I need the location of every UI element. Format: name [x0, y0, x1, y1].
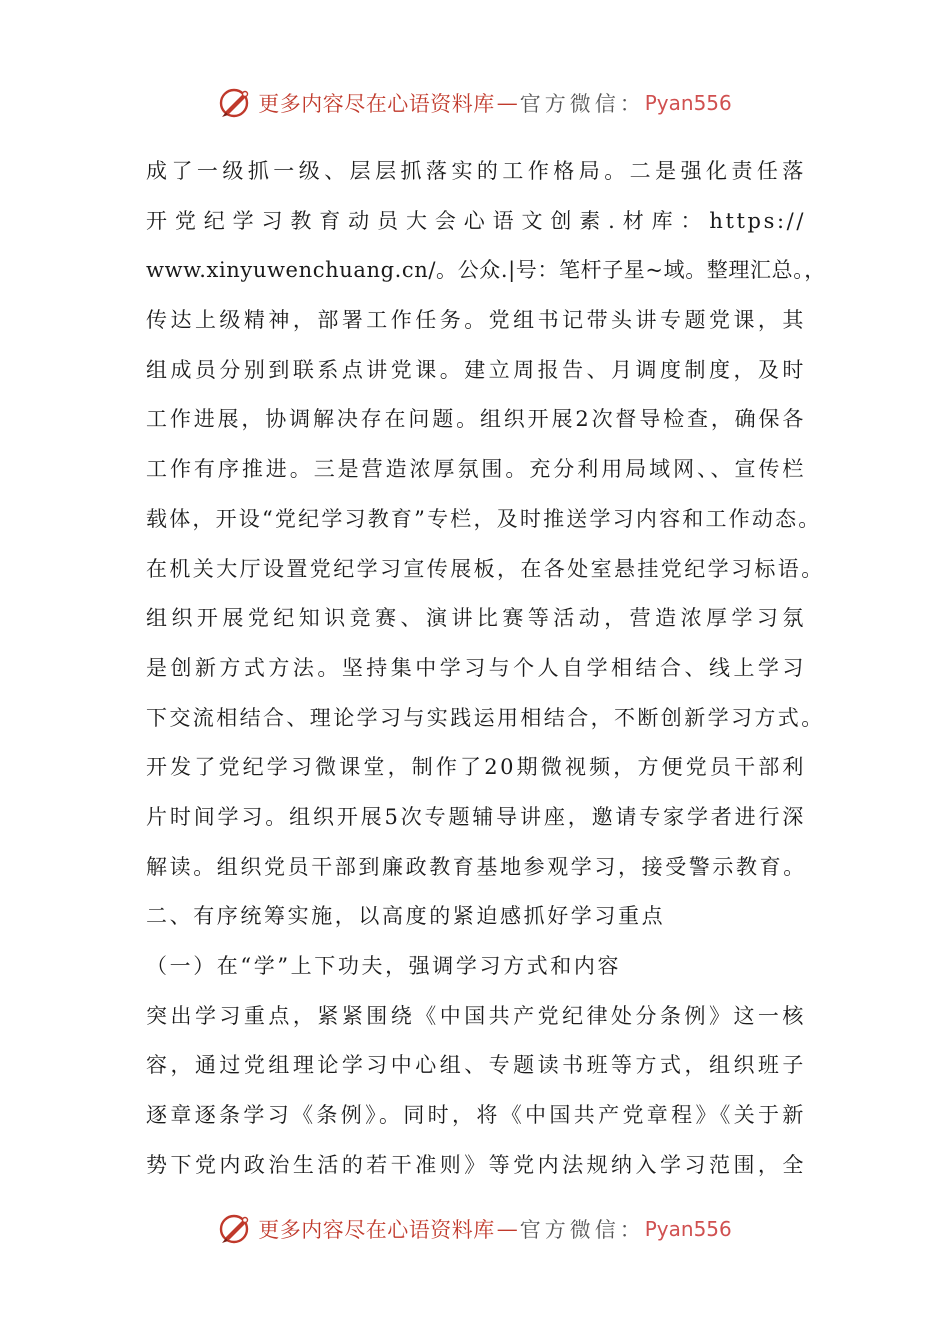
- text-line: 下交流相结合、理论学习与实践运用相结合，不断创新学习方式。: [146, 705, 825, 730]
- text-line: 片时间学习。组织开展5次专题辅导讲座，邀请专家学者进行深: [146, 804, 806, 829]
- text-line: 解读。组织党员干部到廉政教育基地参观学习，接受警示教育。: [146, 854, 807, 879]
- pen-logo-icon: [218, 86, 252, 120]
- banner-title: 更多内容尽在心语资料库: [258, 1218, 495, 1242]
- text-line: 工作进展，协调解决存在问题。组织开展2次督导检查，确保各: [146, 407, 806, 432]
- text-line: 组成员分别到联系点讲党课。建立周报告、月调度制度，及时: [146, 357, 806, 382]
- pen-logo-icon: [218, 1212, 252, 1246]
- text-line: 组织开展党纪知识竞赛、演讲比赛等活动，营造浓厚学习氛: [146, 606, 806, 631]
- banner-wechat-id: Pyan556: [644, 91, 732, 115]
- subsection-heading: （一）在“学”上下功夫，强调学习方式和内容: [146, 954, 622, 978]
- text-line: 开党纪学习教育动员大会心语文创素.材库：https://: [146, 208, 806, 233]
- text-line: 在机关大厅设置党纪学习宣传展板，在各处室悬挂党纪学习标语。: [146, 556, 825, 581]
- banner-wechat-label: 官方微信：: [519, 92, 645, 116]
- text-line: 容，通过党组理论学习中心组、专题读书班等方式，组织班子: [146, 1053, 806, 1078]
- banner-wechat-id: Pyan556: [644, 1217, 732, 1241]
- text-line: 工作有序推进。三是营造浓厚氛围。充分利用局域网、、宣传栏: [146, 457, 806, 482]
- document-body: [146, 147, 826, 1190]
- footer-banner: [0, 1207, 950, 1251]
- text-line: 是创新方式方法。坚持集中学习与个人自学相结合、线上学习: [146, 655, 806, 680]
- text-line: 开发了党纪学习微课堂，制作了20期微视频，方便党员干部利: [146, 755, 806, 780]
- banner-title: 更多内容尽在心语资料库: [258, 92, 495, 116]
- banner-wechat-label: 官方微信：: [519, 1218, 645, 1242]
- header-banner: [0, 81, 950, 125]
- text-line: 传达上级精神，部署工作任务。党组书记带头讲专题党课，其: [146, 308, 806, 333]
- text-line: 逐章逐条学习《条例》。同时，将《中国共产党章程》《关于新: [146, 1103, 806, 1128]
- text-line: 成了一级抓一级、层层抓落实的工作格局。二是强化责任落: [146, 159, 806, 183]
- banner-dash: —: [496, 91, 518, 115]
- section-heading: 二、有序统筹实施，以高度的紧迫感抓好学习重点: [146, 904, 666, 929]
- banner-dash: —: [496, 1217, 518, 1241]
- text-line: 载体，开设“党纪学习教育”专栏，及时推送学习内容和工作动态。: [146, 506, 822, 531]
- text-line: 突出学习重点，紧紧围绕《中国共产党纪律处分条例》这一核: [146, 1003, 806, 1028]
- text-line: 势下党内政治生活的若干准则》等党内法规纳入学习范围，全: [146, 1152, 806, 1177]
- text-line: www.xinyuwenchuang.cn/。公众.|号：笔杆子星~域。整理汇总。，: [146, 258, 826, 283]
